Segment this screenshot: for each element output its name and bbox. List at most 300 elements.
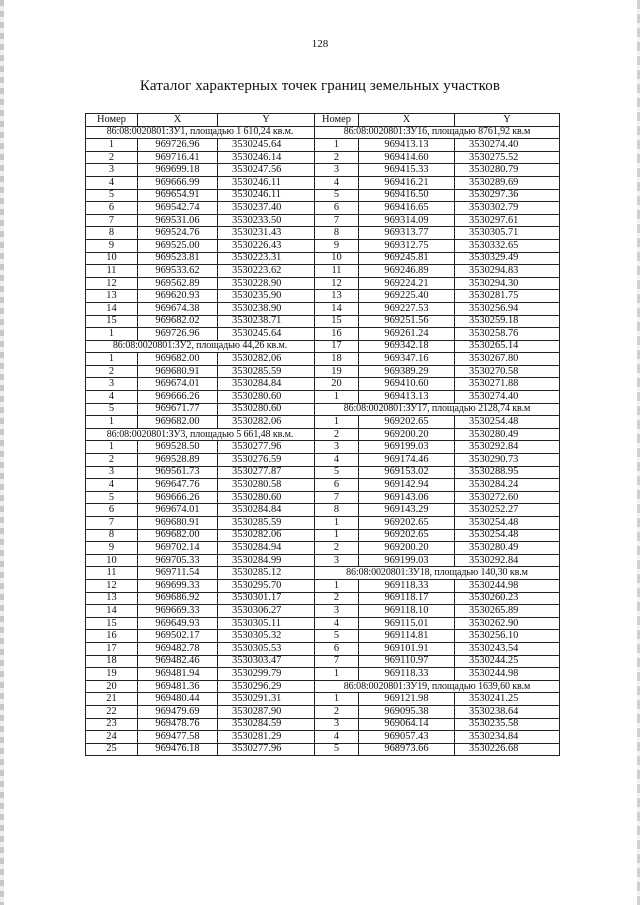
coordinate-x: 969669.33 [138,605,218,618]
point-number: 18 [86,655,138,668]
point-number: 3 [86,466,138,479]
coordinate-y: 3530289.69 [455,176,560,189]
table-row [86,391,560,404]
coordinate-x: 969702.14 [138,542,218,555]
coordinate-x: 969200.20 [359,542,455,555]
coordinate-y: 3530238.64 [455,705,560,718]
point-number: 1 [315,693,359,706]
coordinate-x: 969314.09 [359,214,455,227]
coordinate-x: 969251.56 [359,315,455,328]
point-number: 1 [315,529,359,542]
coordinate-y: 3530254.48 [455,416,560,429]
coordinate-x: 969649.93 [138,617,218,630]
coordinate-y: 3530305.53 [218,642,315,655]
coordinate-y: 3530295.70 [218,579,315,592]
point-number: 3 [86,164,138,177]
point-number: 8 [315,504,359,517]
coordinate-x: 969118.33 [359,668,455,681]
coordinate-x: 969200.20 [359,428,455,441]
point-number: 9 [86,542,138,555]
coordinate-x: 969101.91 [359,642,455,655]
coordinate-x: 969199.03 [359,554,455,567]
coordinate-x: 969121.98 [359,693,455,706]
table-row [86,227,560,240]
point-number: 8 [86,529,138,542]
coordinate-x: 969416.65 [359,202,455,215]
coordinate-x: 969531.06 [138,214,218,227]
coordinate-y: 3530284.84 [218,504,315,517]
coordinate-y: 3530282.06 [218,353,315,366]
point-number: 4 [86,391,138,404]
coordinate-x: 969416.50 [359,189,455,202]
point-number: 7 [315,214,359,227]
point-number: 2 [86,365,138,378]
coordinate-y: 3530265.89 [455,605,560,618]
point-number: 6 [86,202,138,215]
parcel-section-header: 86:08:0020801:ЗУ19, площадью 1639,60 кв.м [315,680,560,693]
point-number: 1 [86,139,138,152]
point-number: 4 [86,479,138,492]
coordinate-y: 3530256.10 [455,630,560,643]
coordinate-x: 969225.40 [359,290,455,303]
coordinate-y: 3530281.29 [218,731,315,744]
coordinate-x: 969414.60 [359,151,455,164]
table-row [86,630,560,643]
coordinate-x: 969389.29 [359,365,455,378]
coordinate-y: 3530292.84 [455,554,560,567]
coordinate-x: 969481.36 [138,680,218,693]
coordinate-x: 969481.94 [138,668,218,681]
coordinate-y: 3530291.31 [218,693,315,706]
coordinate-x: 969413.13 [359,139,455,152]
point-number: 13 [86,592,138,605]
coordinate-x: 969174.46 [359,454,455,467]
point-number: 10 [86,252,138,265]
header-number-left: Номер [86,114,138,127]
coordinate-y: 3530280.58 [218,479,315,492]
coordinate-y: 3530297.61 [455,214,560,227]
coordinate-y: 3530271.88 [455,378,560,391]
coordinate-y: 3530294.30 [455,277,560,290]
coordinate-y: 3530294.83 [455,265,560,278]
coordinate-x: 969118.17 [359,592,455,605]
table-row [86,290,560,303]
table-row [86,479,560,492]
coordinate-x: 969064.14 [359,718,455,731]
point-number: 1 [86,328,138,341]
coordinate-x: 969525.00 [138,239,218,252]
coordinate-x: 969561.73 [138,466,218,479]
table-row [86,491,560,504]
point-number: 3 [86,378,138,391]
coordinate-y: 3530297.36 [455,189,560,202]
coordinate-y: 3530280.49 [455,542,560,555]
table-row [86,378,560,391]
coordinate-x: 969726.96 [138,139,218,152]
table-row [86,252,560,265]
coordinate-y: 3530235.90 [218,290,315,303]
coordinate-x: 969680.91 [138,365,218,378]
coordinate-x: 969682.00 [138,353,218,366]
coordinate-y: 3530277.96 [218,743,315,756]
coordinate-y: 3530302.79 [455,202,560,215]
coordinate-y: 3530267.80 [455,353,560,366]
coordinate-y: 3530256.94 [455,302,560,315]
coordinate-y: 3530285.59 [218,365,315,378]
table-row [86,139,560,152]
coordinate-y: 3530238.71 [218,315,315,328]
coordinate-y: 3530258.76 [455,328,560,341]
point-number: 14 [86,302,138,315]
coordinate-x: 969666.99 [138,176,218,189]
point-number: 10 [86,554,138,567]
table-row [86,214,560,227]
coordinate-y: 3530277.96 [218,441,315,454]
coordinate-x: 969118.33 [359,579,455,592]
coordinate-x: 969313.77 [359,227,455,240]
coordinate-y: 3530246.14 [218,151,315,164]
coordinate-x: 969114.81 [359,630,455,643]
point-number: 1 [315,416,359,429]
table-row [86,277,560,290]
coordinate-y: 3530280.60 [218,403,315,416]
coordinate-x: 969477.58 [138,731,218,744]
coordinate-x: 969620.93 [138,290,218,303]
coordinate-x: 969674.01 [138,378,218,391]
table-row [86,579,560,592]
point-number: 2 [315,428,359,441]
coordinate-x: 969246.89 [359,265,455,278]
table-row [86,239,560,252]
coordinate-y: 3530332.65 [455,239,560,252]
coordinate-y: 3530306.27 [218,605,315,618]
coordinate-x: 969143.29 [359,504,455,517]
coordinate-y: 3530235.58 [455,718,560,731]
coordinate-y: 3530228.90 [218,277,315,290]
coordinate-y: 3530234.84 [455,731,560,744]
point-number: 8 [86,227,138,240]
point-number: 3 [315,554,359,567]
point-number: 10 [315,252,359,265]
table-row [86,126,560,139]
table-row [86,592,560,605]
table-row [86,265,560,278]
point-number: 19 [315,365,359,378]
coordinate-x: 969476.18 [138,743,218,756]
coordinate-x: 969224.21 [359,277,455,290]
coordinate-y: 3530303.47 [218,655,315,668]
point-number: 3 [315,441,359,454]
coordinate-y: 3530244.25 [455,655,560,668]
scan-left-edge [0,0,4,905]
point-number: 13 [86,290,138,303]
point-number: 5 [86,403,138,416]
point-number: 5 [86,491,138,504]
coordinate-y: 3530245.64 [218,328,315,341]
coordinate-y: 3530274.40 [455,391,560,404]
point-number: 22 [86,705,138,718]
point-number: 12 [86,579,138,592]
coordinate-x: 969674.38 [138,302,218,315]
table-header-row [86,114,560,127]
coordinate-x: 969726.96 [138,328,218,341]
coordinate-x: 969542.74 [138,202,218,215]
coordinate-y: 3530275.52 [455,151,560,164]
point-number: 16 [315,328,359,341]
coordinate-y: 3530299.79 [218,668,315,681]
coordinate-x: 969533.62 [138,265,218,278]
coordinate-y: 3530272.60 [455,491,560,504]
coordinate-x: 969142.94 [359,479,455,492]
coordinate-x: 968973.66 [359,743,455,756]
coordinate-y: 3530270.58 [455,365,560,378]
coordinate-y: 3530260.23 [455,592,560,605]
coordinate-y: 3530244.98 [455,579,560,592]
coordinate-y: 3530223.62 [218,265,315,278]
point-number: 1 [315,517,359,530]
coordinate-y: 3530237.40 [218,202,315,215]
coordinate-y: 3530280.60 [218,491,315,504]
coordinate-x: 969666.26 [138,491,218,504]
coordinate-x: 969410.60 [359,378,455,391]
point-number: 5 [315,466,359,479]
coordinate-y: 3530284.94 [218,542,315,555]
coordinate-x: 969699.33 [138,579,218,592]
coordinate-y: 3530246.11 [218,176,315,189]
coordinate-y: 3530296.29 [218,680,315,693]
point-number: 12 [315,277,359,290]
coordinate-y: 3530285.12 [218,567,315,580]
point-number: 20 [86,680,138,693]
coordinate-x: 969686.92 [138,592,218,605]
point-number: 1 [315,391,359,404]
table-row [86,693,560,706]
coordinate-y: 3530226.68 [455,743,560,756]
page-title: Каталог характерных точек границ земельных участков [139,78,501,94]
point-number: 21 [86,693,138,706]
coordinate-y: 3530284.24 [455,479,560,492]
coordinate-x: 969680.91 [138,517,218,530]
coordinate-y: 3530262.90 [455,617,560,630]
coordinate-x: 969711.54 [138,567,218,580]
coordinate-x: 969413.13 [359,391,455,404]
coordinate-y: 3530329.49 [455,252,560,265]
coordinate-x: 969682.00 [138,416,218,429]
table-row [86,617,560,630]
point-number: 1 [86,353,138,366]
table-row [86,655,560,668]
coordinate-x: 969674.01 [138,504,218,517]
coordinate-x: 969202.65 [359,529,455,542]
coordinate-y: 3530243.54 [455,642,560,655]
table-row [86,668,560,681]
coordinate-y: 3530245.64 [218,139,315,152]
coordinate-x: 969647.76 [138,479,218,492]
coordinate-x: 969682.02 [138,315,218,328]
coordinate-x: 969312.75 [359,239,455,252]
point-number: 6 [315,202,359,215]
coordinate-x: 969671.77 [138,403,218,416]
table-row [86,403,560,416]
point-number: 6 [315,479,359,492]
coordinate-y: 3530285.59 [218,517,315,530]
point-number: 2 [315,151,359,164]
point-number: 14 [315,302,359,315]
point-number: 2 [86,151,138,164]
coordinate-x: 969479.69 [138,705,218,718]
point-number: 6 [86,504,138,517]
point-number: 1 [86,416,138,429]
coordinate-x: 969699.18 [138,164,218,177]
coordinate-y: 3530238.90 [218,302,315,315]
coordinate-y: 3530241.25 [455,693,560,706]
coordinate-x: 969227.53 [359,302,455,315]
point-number: 9 [86,239,138,252]
coordinate-y: 3530277.87 [218,466,315,479]
point-number: 5 [315,743,359,756]
coordinate-x: 969342.18 [359,340,455,353]
point-number: 1 [315,668,359,681]
coordinate-x: 969115.01 [359,617,455,630]
coordinate-y: 3530226.43 [218,239,315,252]
table-row [86,529,560,542]
point-number: 2 [315,542,359,555]
point-number: 15 [86,315,138,328]
point-number: 11 [315,265,359,278]
point-number: 12 [86,277,138,290]
coordinate-x: 969347.16 [359,353,455,366]
coordinate-y: 3530247.56 [218,164,315,177]
table-row [86,517,560,530]
coordinate-y: 3530280.79 [455,164,560,177]
coordinate-y: 3530276.59 [218,454,315,467]
point-number: 14 [86,605,138,618]
table-row [86,680,560,693]
point-number: 4 [315,731,359,744]
point-number: 13 [315,290,359,303]
coordinate-x: 969524.76 [138,227,218,240]
coordinate-x: 969482.78 [138,642,218,655]
coordinate-y: 3530284.99 [218,554,315,567]
coordinate-x: 969523.81 [138,252,218,265]
coordinate-x: 969528.50 [138,441,218,454]
coordinate-y: 3530280.49 [455,428,560,441]
point-number: 3 [315,605,359,618]
point-number: 15 [86,617,138,630]
coordinate-x: 969705.33 [138,554,218,567]
coordinate-y: 3530282.06 [218,416,315,429]
coordinate-x: 969110.97 [359,655,455,668]
header-x-left: X [138,114,218,127]
table-row [86,315,560,328]
coordinate-x: 969528.89 [138,454,218,467]
table-row [86,567,560,580]
coordinate-y: 3530254.48 [455,517,560,530]
coordinate-x: 969480.44 [138,693,218,706]
point-number: 16 [86,630,138,643]
coordinate-y: 3530305.11 [218,617,315,630]
point-number: 5 [86,189,138,202]
header-y-right: Y [455,114,560,127]
point-number: 23 [86,718,138,731]
table-row [86,554,560,567]
table-row [86,164,560,177]
coordinate-y: 3530223.31 [218,252,315,265]
point-number: 18 [315,353,359,366]
table-row [86,718,560,731]
coordinate-y: 3530301.17 [218,592,315,605]
coordinate-y: 3530246.11 [218,189,315,202]
point-number: 1 [315,139,359,152]
coordinate-x: 969415.33 [359,164,455,177]
point-number: 17 [86,642,138,655]
coordinate-y: 3530280.60 [218,391,315,404]
point-number: 9 [315,239,359,252]
point-number: 15 [315,315,359,328]
point-number: 4 [315,617,359,630]
point-number: 5 [315,630,359,643]
coordinate-x: 969716.41 [138,151,218,164]
table-row [86,504,560,517]
point-number: 1 [315,579,359,592]
page-number: 128 [311,38,329,50]
table-row [86,705,560,718]
parcel-section-header: 86:08:0020801:ЗУ2, площадью 44,26 кв.м. [86,340,315,353]
table-row [86,428,560,441]
table-row [86,466,560,479]
header-y-left: Y [218,114,315,127]
header-x-right: X [359,114,455,127]
parcel-section-header: 86:08:0020801:ЗУ17, площадью 2128,74 кв.м [315,403,560,416]
point-number: 7 [86,214,138,227]
header-number-right: Номер [315,114,359,127]
table-row [86,328,560,341]
coordinate-x: 969057.43 [359,731,455,744]
coordinate-x: 969654.91 [138,189,218,202]
point-number: 2 [86,454,138,467]
point-number: 17 [315,340,359,353]
table-row [86,416,560,429]
coordinates-table [85,113,560,756]
coordinate-y: 3530284.59 [218,718,315,731]
point-number: 25 [86,743,138,756]
coordinate-x: 969202.65 [359,517,455,530]
point-number: 20 [315,378,359,391]
coordinate-x: 969666.26 [138,391,218,404]
table-row [86,151,560,164]
point-number: 2 [315,705,359,718]
coordinate-x: 969118.10 [359,605,455,618]
table-row [86,302,560,315]
point-number: 24 [86,731,138,744]
coordinate-x: 969416.21 [359,176,455,189]
coordinate-x: 969502.17 [138,630,218,643]
table-row [86,743,560,756]
coordinate-y: 3530254.48 [455,529,560,542]
coordinate-y: 3530284.84 [218,378,315,391]
table-row [86,176,560,189]
table-row [86,353,560,366]
coordinate-x: 969199.03 [359,441,455,454]
point-number: 4 [315,454,359,467]
coordinate-y: 3530265.14 [455,340,560,353]
point-number: 2 [315,592,359,605]
point-number: 6 [315,642,359,655]
point-number: 1 [86,441,138,454]
point-number: 3 [315,718,359,731]
parcel-section-header: 86:08:0020801:ЗУ18, площадью 140,30 кв.м [315,567,560,580]
table-row [86,202,560,215]
